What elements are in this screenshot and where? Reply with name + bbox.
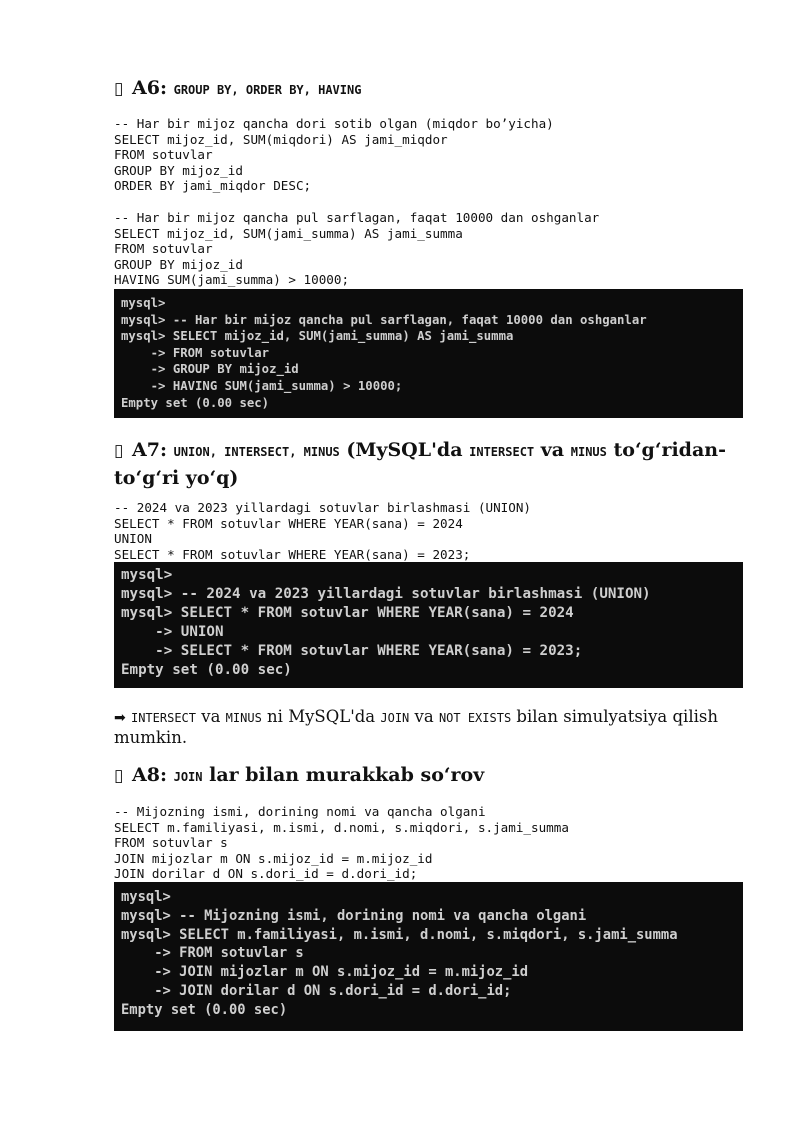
section-heading-a6 <box>114 75 744 103</box>
note-text: ni MySQL'da <box>261 707 381 726</box>
missing-glyph-icon: ▯ <box>114 441 124 461</box>
keyword: INTERSECT <box>130 711 197 725</box>
missing-glyph-icon: ▯ <box>114 79 124 99</box>
separator: , <box>303 83 319 97</box>
keyword: NOT EXISTS <box>438 711 512 725</box>
heading-text: lar bilan murakkab so‘rov <box>202 764 485 786</box>
sql-code-block: -- Har bir mijoz qancha dori sotib olgan (miqdor bo’yicha) SELECT mijoz_id, SUM(miqdori) AS jami_miqdor FROM sotuvlar GROUP BY mijoz_id ORDER BY jami_miqdor DESC; <box>114 116 554 194</box>
sql-code-block: -- Har bir mijoz qancha pul sarflagan, faqat 10000 dan oshganlar SELECT mijoz_id, SUM(jami_summa) AS jami_summa FROM sotuvlar GROUP BY mijoz_id HAVING SUM(jami_summa) > 10000; <box>114 210 600 288</box>
keyword: INTERSECT <box>224 445 290 459</box>
terminal-screenshot <box>114 562 743 688</box>
note-text: bilan simulyatsiya qilish mumkin. <box>114 707 718 747</box>
keyword: ORDER BY <box>245 83 304 97</box>
sql-code-block: -- Mijozning ismi, dorining nomi va qancha olgani SELECT m.familiyasi, m.ismi, d.nomi, s.miqdori, s.jami_summa FROM sotuvlar s JOIN mijozlar m ON s.mijoz_id = m.mijoz_id JOIN dorilar d ON s.dori_id = d.dori_id; <box>114 804 569 882</box>
note-text: va <box>196 707 226 726</box>
terminal-screenshot <box>114 882 743 1031</box>
keyword: MINUS <box>303 445 340 459</box>
heading-text: to‘g‘ridan-to‘g‘ri yo‘q) <box>114 439 726 489</box>
terminal-output: mysql> mysql> -- Har bir mijoz qancha pul sarflagan, faqat 10000 dan oshganlar mysql> SELECT mijoz_id, SUM(jami_summa) AS jami_summa -> FROM sotuvlar -> GROUP BY mijoz_id -> HAVING SUM(jami_summa) > 10000; Empty set (0.00 sec) <box>121 296 647 410</box>
heading-label: A8: <box>131 764 167 786</box>
keyword: UNION <box>173 445 210 459</box>
keyword: MINUS <box>225 711 262 725</box>
keyword: INTERSECT <box>469 445 535 459</box>
terminal-output: mysql> mysql> -- Mijozning ismi, dorining nomi va qancha olgani mysql> SELECT m.familiyasi, m.ismi, d.nomi, s.miqdori, s.jami_summa -> FROM sotuvlar s -> JOIN mijozlar m ON s.mijoz_id = m.mijoz_id -> JOIN dorilar d ON s.dori_id = d.dori_id; Empty set (0.00 sec) <box>121 889 678 1018</box>
keyword: JOIN <box>380 711 410 725</box>
keyword: GROUP BY <box>173 83 232 97</box>
arrow-right-icon: ➡ <box>114 710 126 726</box>
separator: , <box>289 445 304 459</box>
missing-glyph-icon: ▯ <box>114 766 124 786</box>
note-text: va <box>409 707 439 726</box>
note-paragraph <box>114 707 744 748</box>
heading-text: (MySQL'da <box>339 439 470 461</box>
section-heading-a8 <box>114 762 744 790</box>
heading-text: va <box>534 439 571 461</box>
terminal-output: mysql> mysql> -- 2024 va 2023 yillardagi sotuvlar birlashmasi (UNION) mysql> SELECT * FROM sotuvlar WHERE YEAR(sana) = 2024 -> UNION -> SELECT * FROM sotuvlar WHERE YEAR(sana) = 2023; Empty set (0.00 sec) <box>121 567 651 678</box>
sql-code-block: -- 2024 va 2023 yillardagi sotuvlar birlashmasi (UNION) SELECT * FROM sotuvlar WHERE YEAR(sana) = 2024 UNION SELECT * FROM sotuvlar WHERE YEAR(sana) = 2023; <box>114 500 532 562</box>
separator: , <box>209 445 225 459</box>
heading-label: A6: <box>131 77 167 99</box>
terminal-screenshot <box>114 289 743 418</box>
heading-label: A7: <box>131 439 167 461</box>
section-heading-a7 <box>114 437 744 491</box>
keyword: HAVING <box>318 83 362 97</box>
keyword: MINUS <box>570 445 607 459</box>
keyword: JOIN <box>173 770 203 784</box>
separator: , <box>231 83 246 97</box>
